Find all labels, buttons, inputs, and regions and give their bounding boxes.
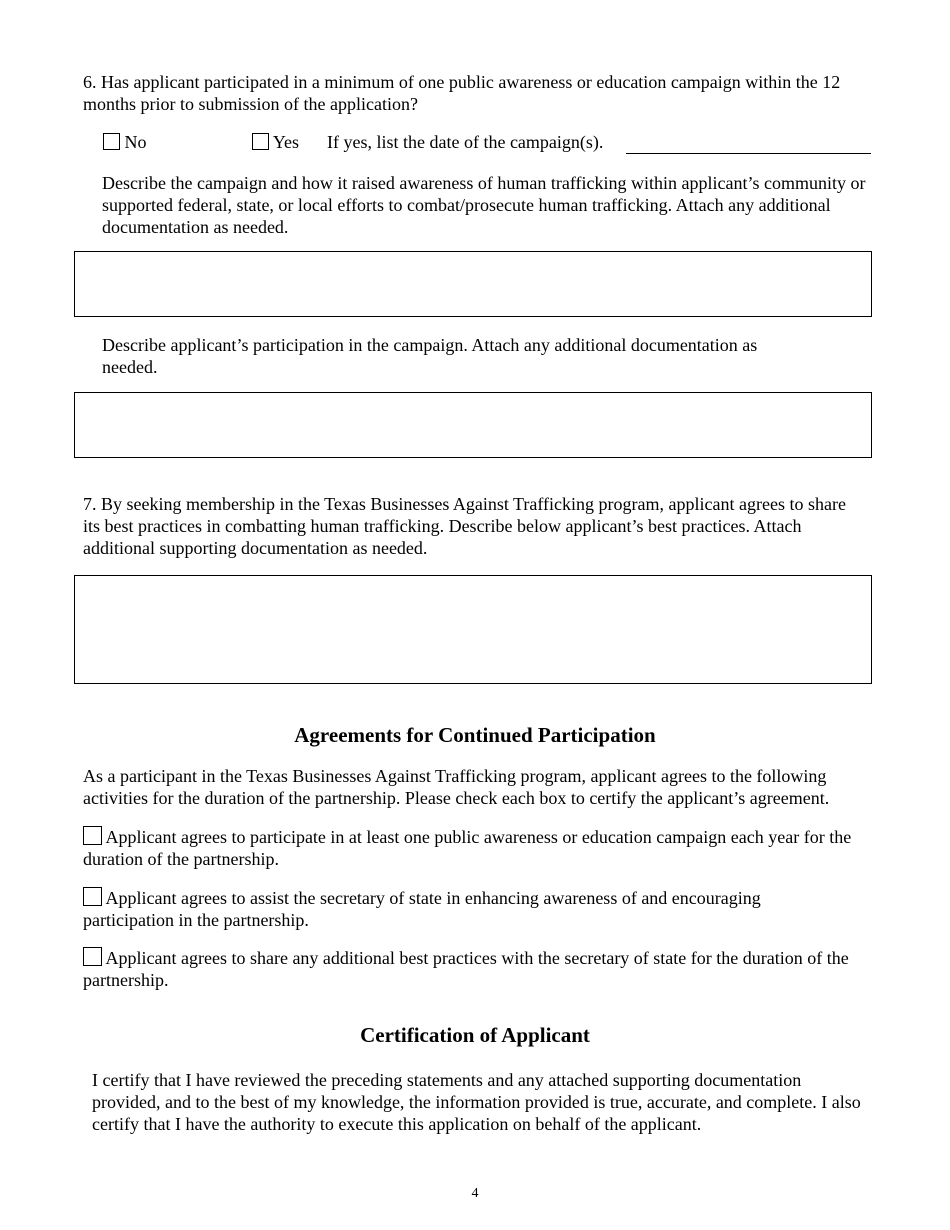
agreement-item-3[interactable]	[83, 947, 873, 991]
agreement-text-3: Applicant agrees to share any additional best practices with the secretary of state for the duration of the partnership.	[83, 948, 849, 990]
campaign-date-prompt: If yes, list the date of the campaign(s).	[327, 132, 604, 152]
agreement-text-1: Applicant agrees to participate in at least one public awareness or education campaign each year for the duration of the partnership.	[83, 827, 852, 869]
no-label: No	[124, 132, 147, 152]
agreement-text-2: Applicant agrees to assist the secretary of state in enhancing awareness of and encouraging participation in the partnership.	[83, 888, 761, 930]
describe-campaign-text: Describe the campaign and how it raised awareness of human trafficking within applicant’s community or supported federal, state, or local efforts to combat/prosecute human trafficking. Attach any additional documentation as needed.	[102, 173, 866, 237]
agreements-heading: Agreements for Continued Participation	[294, 723, 656, 747]
best-practices-field[interactable]	[74, 575, 872, 684]
campaign-description-field[interactable]	[74, 251, 872, 317]
certification-text: I certify that I have reviewed the preceding statements and any attached supporting documentation provided, and to the best of my knowledge, the information provided is true, accurate, and complete. I also certify that I have the authority to execute this application on behalf of the applicant.	[92, 1070, 861, 1134]
yes-checkbox[interactable]	[252, 133, 269, 150]
participation-description-field[interactable]	[74, 392, 872, 458]
page-number: 4	[471, 1186, 479, 1201]
no-checkbox[interactable]	[103, 133, 120, 150]
yes-option[interactable]	[252, 131, 299, 153]
agreement-checkbox-3[interactable]	[83, 947, 102, 966]
agreement-item-1[interactable]	[83, 826, 873, 870]
campaign-date-field[interactable]	[626, 132, 871, 154]
agreement-item-2[interactable]	[83, 887, 843, 931]
agreements-intro: As a participant in the Texas Businesses Against Trafficking program, applicant agrees to the following activities for the duration of the partnership. Please check each box to certify the applicant’s agreement.	[83, 766, 830, 808]
agreement-checkbox-1[interactable]	[83, 826, 102, 845]
question-6-text: 6. Has applicant participated in a minimum of one public awareness or education campaign within the 12 months prior to submission of the application?	[83, 72, 841, 114]
yes-label: Yes	[272, 132, 300, 152]
no-option[interactable]	[103, 131, 147, 153]
agreement-checkbox-2[interactable]	[83, 887, 102, 906]
certification-heading: Certification of Applicant	[360, 1023, 590, 1047]
question-7-text: 7. By seeking membership in the Texas Businesses Against Trafficking program, applicant agrees to share its best practices in combatting human trafficking. Describe below applicant’s best practices. Attach additional supporting documentation as needed.	[83, 494, 846, 558]
describe-participation-text: Describe applicant’s participation in the campaign. Attach any additional documentation as needed.	[102, 335, 758, 377]
